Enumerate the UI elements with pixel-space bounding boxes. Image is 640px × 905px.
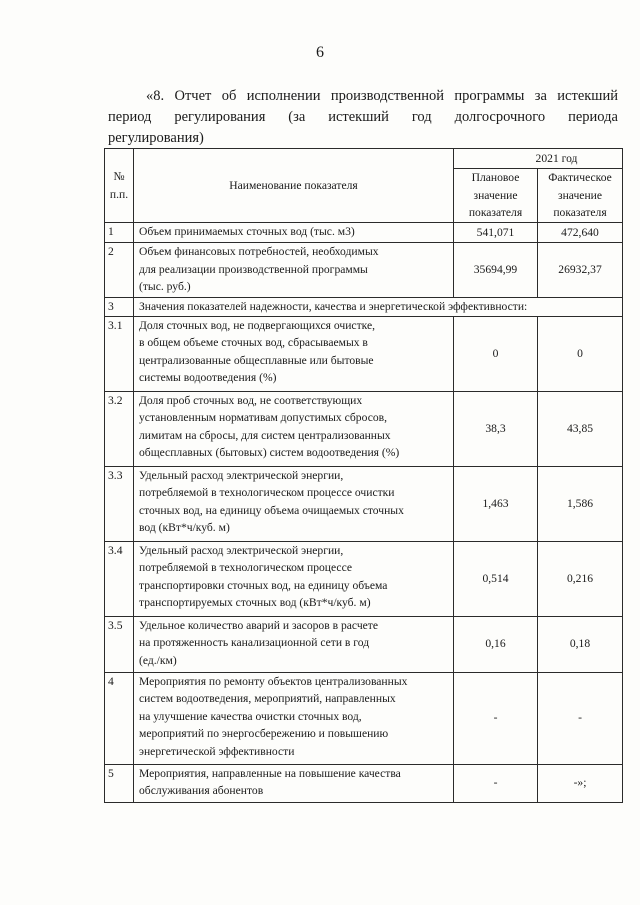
row-fact-value: 0,18 [538, 616, 623, 672]
heading-word: период [108, 109, 152, 125]
row-number: 3.4 [105, 541, 134, 616]
row-indicator-name: Объем финансовых потребностей, необходимых для реализации производственной программы (тыс. руб.) [134, 243, 454, 298]
row-number: 1 [105, 223, 134, 243]
table-row [105, 243, 623, 298]
header-fact: Фактическое значение показателя [538, 169, 623, 223]
row-fact-value: 1,586 [538, 466, 623, 541]
row-number: 3.2 [105, 391, 134, 466]
row-fact-value: 0 [538, 316, 623, 391]
row-fact-value: 26932,37 [538, 243, 623, 298]
heading-line-3: регулирования) [108, 130, 204, 146]
row-plan-value: 35694,99 [454, 243, 538, 298]
heading-word: истекший [328, 109, 389, 125]
table-row [105, 672, 623, 764]
table-row [105, 316, 623, 391]
table-row [105, 764, 623, 802]
row-indicator-name: Удельное количество аварий и засоров в расчете на протяженность канализационной сети в год (ед./км) [134, 616, 454, 672]
row-fact-value: -»; [538, 764, 623, 802]
heading-word: периода [568, 109, 618, 125]
row-indicator-name: Удельный расход электрической энергии, потребляемой в технологическом процессе очистки сточных вод, на единицу объема очищаемых сточных вод (кВт*ч/куб. м) [134, 466, 454, 541]
page-number: 6 [316, 44, 324, 61]
row-number: 3 [105, 298, 134, 317]
row-fact-value: 43,85 [538, 391, 623, 466]
row-fact-value: 472,640 [538, 223, 623, 243]
row-plan-value: 0 [454, 316, 538, 391]
row-plan-value: - [454, 764, 538, 802]
table-row [105, 223, 623, 243]
table-row [105, 466, 623, 541]
table-row [105, 616, 623, 672]
row-number: 3.1 [105, 316, 134, 391]
row-indicator-name: Удельный расход электрической энергии, потребляемой в технологическом процессе транспортировки сточных вод, на единицу объема транспортируемых сточных вод (кВт*ч/куб. м) [134, 541, 454, 616]
heading-line-1: «8. Отчет об исполнении производственной программы за истекший [146, 88, 618, 104]
row-plan-value: - [454, 672, 538, 764]
row-number: 3.5 [105, 616, 134, 672]
heading-word: долгосрочного [454, 109, 546, 125]
table-row [105, 541, 623, 616]
row-plan-value: 38,3 [454, 391, 538, 466]
row-indicator-name: Мероприятия, направленные на повышение качества обслуживания абонентов [134, 764, 454, 802]
row-fact-value: 0,216 [538, 541, 623, 616]
row-plan-value: 1,463 [454, 466, 538, 541]
row-number: 2 [105, 243, 134, 298]
row-number: 4 [105, 672, 134, 764]
table-row [105, 391, 623, 466]
row-plan-value: 0,514 [454, 541, 538, 616]
row-indicator-name: Доля проб сточных вод, не соответствующих установленным нормативам допустимых сбросов, лимитам на сбросы, для систем централизованных общесплавных (бытовых) систем водоотведения (%) [134, 391, 454, 466]
header-plan: Плановое значение показателя [454, 169, 538, 223]
header-year: 2021 год [454, 149, 623, 169]
heading-word: регулирования [174, 109, 266, 125]
header-num: № п.п. [105, 149, 134, 223]
header-name: Наименование показателя [134, 149, 454, 223]
table-row [105, 298, 623, 317]
heading-word: (за [288, 109, 306, 125]
row-indicator-name: Доля сточных вод, не подвергающихся очистке, в общем объеме сточных вод, сбрасываемых в централизованные общесплавные или бытовые системы водоотведения (%) [134, 316, 454, 391]
row-number: 5 [105, 764, 134, 802]
row-plan-value: 0,16 [454, 616, 538, 672]
heading-word: год [411, 109, 432, 125]
report-table [104, 148, 623, 803]
row-indicator-name: Объем принимаемых сточных вод (тыс. м3) [134, 223, 454, 243]
row-number: 3.3 [105, 466, 134, 541]
row-fact-value: - [538, 672, 623, 764]
heading-line-2 [108, 107, 618, 128]
row-section-title: Значения показателей надежности, качества и энергетической эффективности: [134, 298, 623, 317]
row-indicator-name: Мероприятия по ремонту объектов централизованных систем водоотведения, мероприятий, направленных на улучшение качества очистки сточных вод, мероприятий по энергосбережению и повышению энергетической эффективности [134, 672, 454, 764]
row-plan-value: 541,071 [454, 223, 538, 243]
section-heading [108, 86, 618, 149]
